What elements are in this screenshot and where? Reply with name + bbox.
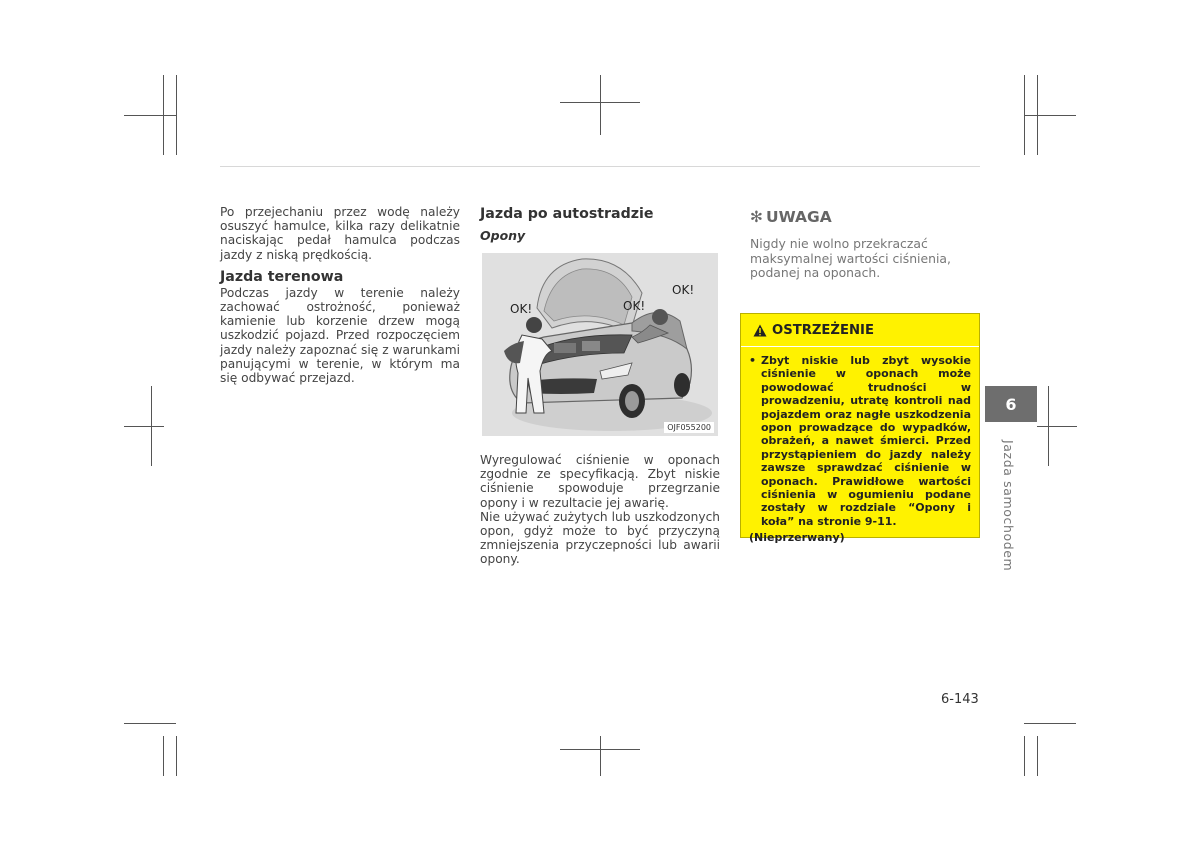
speech-label: OK!	[623, 299, 646, 313]
crop-mark	[124, 723, 176, 724]
worn-tires-paragraph: Nie używać zużytych lub uszkodzonych opon, gdyż może to być przyczyną zmniejszenia przyczepności lub awarii opony.	[480, 509, 720, 567]
car-illustration	[482, 253, 718, 436]
warning-title: OSTRZEŻENIE	[772, 322, 874, 338]
car-drawing	[482, 253, 718, 436]
note-title	[750, 210, 978, 224]
speech-label: OK!	[510, 302, 533, 316]
middle-column-header	[480, 205, 720, 243]
speech-label: OK!	[672, 283, 695, 297]
crop-mark	[1024, 723, 1076, 724]
subsection-heading: Opony	[480, 228, 526, 243]
crop-mark	[1024, 115, 1076, 116]
crop-mark	[124, 426, 164, 427]
crop-mark	[1024, 736, 1025, 776]
crop-mark	[176, 736, 177, 776]
warning-item	[749, 354, 971, 528]
header-rule	[220, 166, 980, 167]
crop-mark	[560, 749, 640, 750]
page-number: 6-143	[941, 692, 979, 707]
chapter-number-tab: 6	[985, 386, 1037, 422]
warning-triangle-icon	[753, 324, 767, 337]
warning-box	[740, 313, 980, 545]
crop-mark	[560, 102, 640, 103]
warning-item-text: Zbyt niskie lub zbyt wysokie ciśnienie w oponach może powodować trudności w prowadzeniu, utratę kontroli nad pojazdem oraz nagłe uszkodzenia opon prowadzące do wypadków, obrażeń, a nawet śmierci. Przed przystąpieniem do jazdy należy zawsze sprawdzać ciśnienie w oponach. Prawidłowe wartości ciśnienia w ogumieniu podane zostały w rozdziale “Opony i koła” na stronie 9-11.	[761, 354, 971, 528]
note-body: Nigdy nie wolno przekraczać maksymalnej wartości ciśnienia, podanej na oponach.	[750, 236, 951, 281]
figure-code: OJF055200	[664, 422, 714, 433]
chapter-title: Jazda samochodem	[1001, 440, 1016, 572]
crop-mark	[163, 736, 164, 776]
warning-continued: (Nieprzerwany)	[749, 531, 845, 545]
warning-divider	[741, 346, 979, 347]
intro-paragraph: Po przejechaniu przez wodę należy osuszyć hamulce, kilka razy delikatnie naciskając pedał hamulca podczas jazdy z niską prędkością.	[220, 205, 460, 262]
note-section	[750, 210, 978, 281]
left-column	[220, 205, 460, 385]
bullet: •	[749, 354, 757, 367]
note-symbol-icon: ✻	[750, 208, 763, 226]
crop-mark	[600, 736, 601, 776]
middle-column-body	[480, 453, 720, 567]
note-title-text: UWAGA	[766, 208, 832, 226]
tire-pressure-paragraph: Wyregulować ciśnienie w oponach zgodnie ze specyfikacją. Zbyt niskie ciśnienie spowoduje przegrzanie opony i w rezultacie jej awarię.	[480, 453, 720, 510]
warning-header	[741, 314, 979, 346]
crop-mark	[1037, 736, 1038, 776]
section-heading: Jazda po autostradzie	[480, 206, 654, 222]
crop-mark	[600, 75, 601, 135]
section-heading: Jazda terenowa	[220, 268, 344, 285]
crop-mark	[124, 115, 176, 116]
crop-mark	[176, 75, 177, 155]
crop-mark	[1037, 426, 1077, 427]
section-paragraph: Podczas jazdy w terenie należy zachować ostrożność, ponieważ kamienie lub korzenie drzew mogą uszkodzić pojazd. Przed rozpoczęciem jazdy należy zapoznać się z warunkami panującymi w terenie, w którym ma się odbywać przejazd.	[220, 285, 460, 386]
warning-text	[749, 354, 971, 545]
